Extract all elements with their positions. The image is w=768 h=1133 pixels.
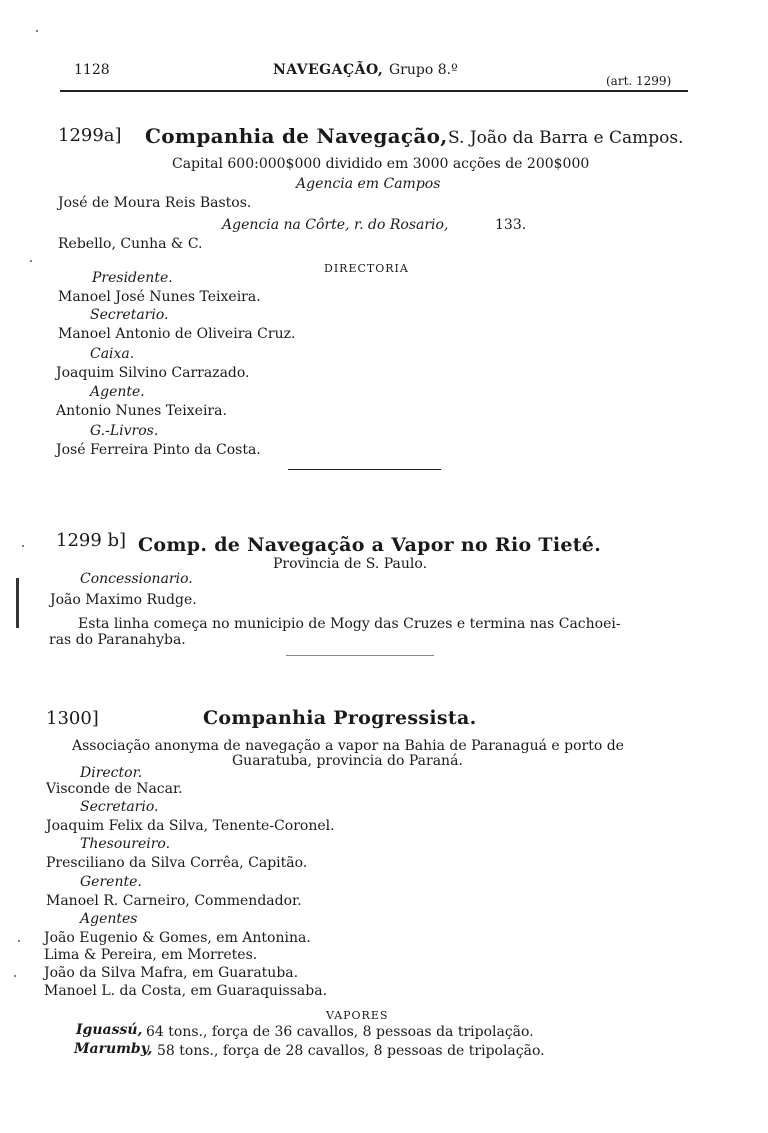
entry-number: 1300] bbox=[46, 708, 99, 729]
scan-speck bbox=[30, 260, 32, 262]
description-line: Associação anonyma de navegação a vapor na Bahia de Paranaguá e porto de bbox=[72, 738, 624, 754]
section-heading: DIRECTORIA bbox=[324, 262, 409, 275]
company-name: Companhia de Navegação, bbox=[145, 124, 448, 148]
company-location: S. João da Barra e Campos. bbox=[448, 128, 684, 148]
section-divider bbox=[286, 655, 434, 656]
agency-label: Agencia na Côrte, r. do Rosario, bbox=[222, 217, 449, 233]
company-name: Companhia Progressista. bbox=[203, 707, 477, 729]
role-holder: Joaquim Felix da Silva, Tenente-Coronel. bbox=[46, 818, 335, 834]
role-title: Director. bbox=[80, 765, 143, 781]
role-title: Concessionario. bbox=[80, 571, 193, 587]
description-line: Guaratuba, provincia do Paraná. bbox=[232, 753, 463, 769]
role-title: Secretario. bbox=[90, 307, 169, 323]
vessel-details: 64 tons., força de 36 cavallos, 8 pessoas da tripolação. bbox=[146, 1024, 534, 1040]
capital-line: Capital 600:000$000 dividido em 3000 acções de 200$000 bbox=[172, 156, 590, 172]
agent-entry: João da Silva Mafra, em Guaratuba. bbox=[44, 965, 299, 981]
section-heading: VAPORES bbox=[326, 1009, 389, 1022]
vessel-details: 58 tons., força de 28 cavallos, 8 pessoas de tripolação. bbox=[157, 1043, 545, 1059]
header-rule bbox=[60, 90, 688, 92]
role-title: Presidente. bbox=[92, 270, 173, 286]
agent-entry: João Eugenio & Gomes, em Antonina. bbox=[44, 930, 311, 946]
entry-number: 1299 b] bbox=[56, 530, 127, 551]
entry-number: 1299a] bbox=[58, 125, 122, 146]
scan-speck bbox=[22, 545, 24, 547]
role-holder: José Ferreira Pinto da Costa. bbox=[56, 442, 261, 458]
agency-label: Agencia em Campos bbox=[296, 176, 441, 192]
page-number: 1128 bbox=[74, 62, 110, 78]
running-title: NAVEGAÇÃO, bbox=[273, 62, 384, 78]
company-name: Comp. de Navegação a Vapor no Rio Tieté. bbox=[138, 534, 602, 556]
group-label: Grupo 8.º bbox=[389, 62, 458, 78]
vessel-name: Iguassú, bbox=[76, 1022, 143, 1038]
role-holder: Manoel José Nunes Teixeira. bbox=[58, 289, 261, 305]
province-line: Provincia de S. Paulo. bbox=[273, 556, 428, 572]
role-holder: Visconde de Nacar. bbox=[46, 781, 183, 797]
agents-label: Agentes bbox=[80, 911, 138, 927]
role-title: Gerente. bbox=[80, 874, 142, 890]
description-line: ras do Paranahyba. bbox=[49, 632, 186, 648]
role-holder: Presciliano da Silva Corrêa, Capitão. bbox=[46, 855, 308, 871]
role-holder: João Maximo Rudge. bbox=[50, 592, 197, 608]
role-title: Agente. bbox=[90, 384, 145, 400]
street-number: 133. bbox=[495, 217, 527, 233]
role-holder: Manoel Antonio de Oliveira Cruz. bbox=[58, 326, 296, 342]
article-reference: (art. 1299) bbox=[606, 74, 672, 88]
agent-entry: Lima & Pereira, em Morretes. bbox=[44, 947, 258, 963]
role-title: Thesoureiro. bbox=[80, 836, 171, 852]
section-divider bbox=[288, 469, 441, 470]
role-title: G.-Livros. bbox=[90, 423, 159, 439]
agency-firm: Rebello, Cunha & C. bbox=[58, 236, 203, 252]
role-holder: Manoel R. Carneiro, Commendador. bbox=[46, 893, 302, 909]
agency-person: José de Moura Reis Bastos. bbox=[58, 195, 252, 211]
scan-speck bbox=[36, 30, 38, 32]
scan-speck bbox=[18, 940, 20, 942]
description-line: Esta linha começa no municipio de Mogy das Cruzes e termina nas Cachoei- bbox=[78, 616, 621, 632]
role-holder: Antonio Nunes Teixeira. bbox=[56, 403, 227, 419]
role-holder: Joaquim Silvino Carrazado. bbox=[56, 365, 250, 381]
vessel-name: Marumby, bbox=[74, 1041, 153, 1057]
role-title: Secretario. bbox=[80, 799, 159, 815]
scan-mark bbox=[16, 578, 19, 628]
agent-entry: Manoel L. da Costa, em Guaraquissaba. bbox=[44, 983, 328, 999]
role-title: Caixa. bbox=[90, 346, 135, 362]
scan-speck bbox=[14, 975, 16, 977]
